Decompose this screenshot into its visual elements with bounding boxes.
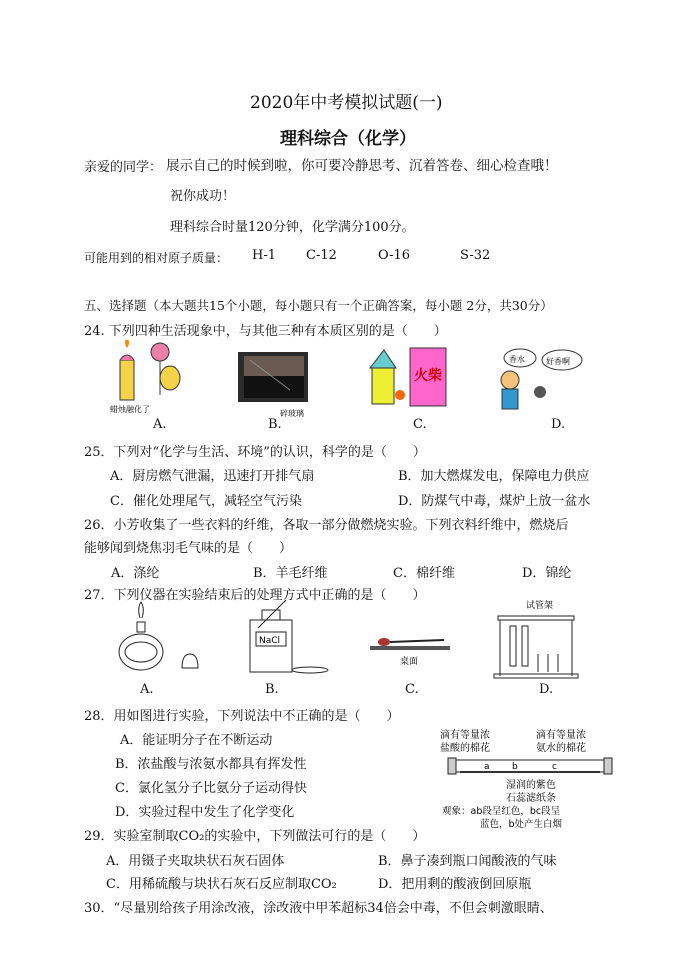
matchbox-illustration [370,348,446,406]
q28-diffusion-figure [440,726,620,832]
q28-fig-strip-1: 湿润的紫色 [506,780,556,791]
question-24-stem: 24. 下列四种生活现象中，与其他三种有本质区别的是（ ） [84,324,447,339]
q24-option-d[interactable]: D. [551,417,566,432]
broken-glass-photo [238,352,308,418]
q28-fig-right-1: 滴有等量浓 [536,730,586,741]
q26-option-d[interactable]: D．锦纶 [522,566,572,581]
q27-option-a[interactable]: A. [140,682,154,697]
q24-fig-d-label-1: 香水 [509,355,525,364]
q25-option-d[interactable]: D．防煤气中毒，煤炉上放一盆水 [398,494,591,509]
question-26-stem-1: 26．小芳收集了一些衣料的纤维，各取一部分做燃烧实验。下列衣料纤维中，燃烧后 [84,518,569,533]
q24-fig-d-label-2: 好香啊 [546,357,570,366]
perfume-illustration [501,349,582,409]
candle-illustration [110,340,180,414]
alcohol-lamp-illustration [119,602,198,670]
question-26-stem-2: 能够闻到烧焦羽毛气味的是（ ） [84,541,293,556]
q28-fig-left-2: 盐酸的棉花 [440,743,490,754]
atomic-mass-item: C-12 [306,248,337,263]
q27-option-b[interactable]: B. [265,682,279,697]
intro-greeting: 亲爱的同学： [84,160,163,175]
question-29-stem: 29．实验室制取CO₂的实验中，下列做法可行的是（ ） [84,829,426,844]
atomic-mass-item: S-32 [460,248,491,263]
intro-line-1: 展示自己的时候到啦，你可要冷静思考、沉着答卷、细心检查哦！ [166,158,558,174]
q24-fig-a-label: 蜡烛融化了 [110,405,150,414]
q28-fig-strip-2: 石蕊滤纸条 [506,793,556,804]
q29-option-d[interactable]: D．把用剩的酸液倒回原瓶 [378,877,532,892]
q28-fig-left-1: 滴有等量浓 [440,730,490,741]
q26-option-a[interactable]: A．涤纶 [111,566,160,581]
page-title: 2020年中考模拟试题(一) [250,93,443,113]
q28-fig-a: a [484,762,490,772]
q28-fig-b: b [512,762,518,772]
q28-option-c[interactable]: C．氯化氢分子比氨分子运动得快 [115,781,307,796]
q26-option-c[interactable]: C．棉纤维 [393,566,455,581]
q24-fig-b-label: 碎玻璃 [280,409,304,418]
question-25-stem: 25．下列对“化学与生活、环境”的认识，科学的是（ ） [84,445,426,460]
q25-option-c[interactable]: C．催化处理尾气，减轻空气污染 [110,494,302,509]
intro-line-3: 理科综合时量120分钟，化学满分100分。 [170,220,415,235]
q25-option-a[interactable]: A．厨房燃气泄漏，迅速打开排气扇 [110,469,315,484]
question-27-stem: 27．下列仪器在实验结束后的处理方式中正确的是（ ） [84,588,426,603]
q27-option-c[interactable]: C. [405,682,419,697]
q28-option-a[interactable]: A．能证明分子在不断运动 [120,733,273,748]
page-subtitle: 理科综合（化学） [280,129,416,149]
dropper-on-desk-illustration [370,638,450,667]
q28-option-d[interactable]: D．实验过程中发生了化学变化 [115,805,295,820]
q24-figures [100,340,600,420]
q28-option-b[interactable]: B．浓盐酸与浓氨水都具有挥发性 [115,757,307,772]
q27-rack-label: 试管架 [526,601,554,611]
q27-option-d[interactable]: D. [539,682,554,697]
q28-fig-right-2: 氨水的棉花 [536,743,586,754]
q24-option-b[interactable]: B. [268,417,282,432]
q27-nacl-label: NaCl [259,636,281,646]
section-heading: 五、选择题（本大题共15个小题，每小题只有一个正确答案，每小题 2分，共30分） [84,298,553,313]
q26-option-b[interactable]: B．羊毛纤维 [253,566,328,581]
test-tube-rack-illustration [494,599,578,678]
question-28-stem: 28．用如图进行实验，下列说法中不正确的是（ ） [84,709,400,724]
q29-option-a[interactable]: A．用镊子夹取块状石灰石固体 [106,854,285,869]
q27-desk-label: 桌面 [400,657,419,667]
q28-fig-observation-1: 观象：ab段呈红色，bc段呈 [442,806,561,817]
q25-option-b[interactable]: B．加大燃煤发电，保障电力供应 [398,469,590,484]
q24-fig-c-label: 火柴 [414,368,442,384]
q28-fig-observation-2: 蓝色，b处产生白烟 [480,819,563,830]
q29-option-b[interactable]: B．鼻子凑到瓶口闻酸液的气味 [378,854,557,869]
q24-option-a[interactable]: A. [153,417,167,432]
q29-option-c[interactable]: C．用稀硫酸与块状石灰石反应制取CO₂ [106,877,337,892]
atomic-masses-label: 可能用到的相对原子质量： [84,251,229,265]
q27-figures [110,596,590,682]
question-30-stem: 30．“尽量别给孩子用涂改液，涂改液中甲苯超标34倍会中毒，不但会刺激眼睛、 [84,901,553,916]
q24-option-c[interactable]: C. [413,417,427,432]
atomic-mass-item: H-1 [252,248,277,263]
atomic-mass-item: O-16 [378,248,411,263]
intro-line-2: 祝你成功！ [170,189,236,204]
reagent-bottle-illustration [250,600,328,673]
q28-fig-c: c [552,762,557,772]
